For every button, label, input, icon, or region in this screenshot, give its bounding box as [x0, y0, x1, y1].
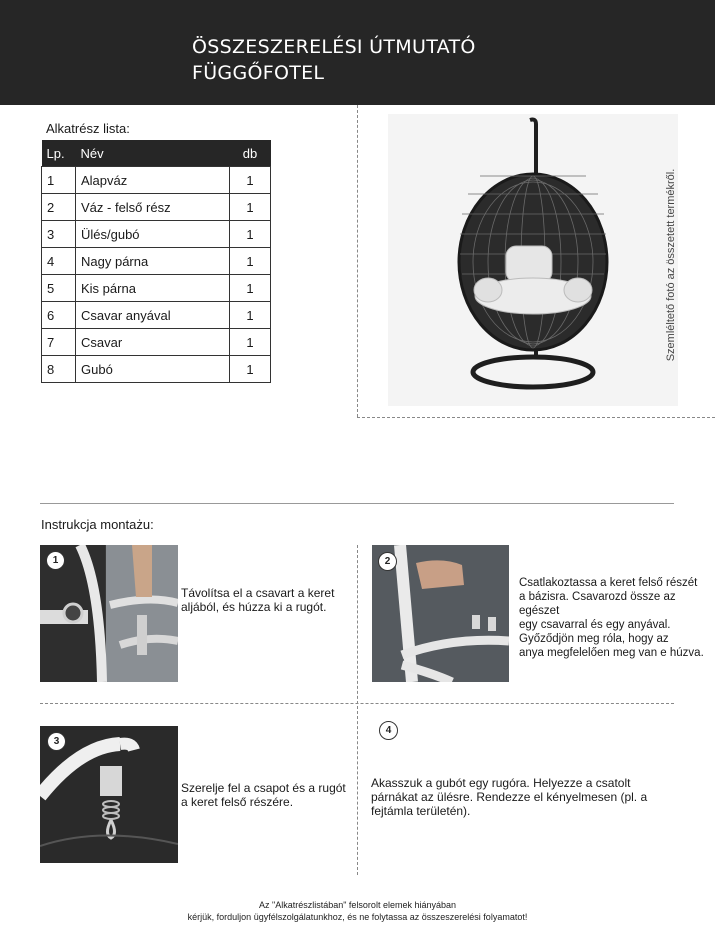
instructions-title: Instrukcja montażu:	[41, 517, 154, 532]
step-3-badge: 3	[47, 732, 66, 751]
table-row	[42, 221, 271, 248]
footer-line-1: Az "Alkatrészlistában" felsorolt elemek hiányában	[259, 900, 456, 910]
step-1-badge: 1	[46, 551, 65, 570]
step-2-photo	[372, 545, 509, 682]
cell-qty: 1	[230, 356, 271, 383]
cell-number: 2	[42, 194, 76, 221]
column-header-name: Név	[76, 140, 230, 167]
table-row	[42, 356, 271, 383]
cell-qty: 1	[230, 248, 271, 275]
cell-name: Váz - felső rész	[76, 194, 230, 221]
cell-name: Gubó	[76, 356, 230, 383]
header-banner	[0, 0, 715, 105]
table-row	[42, 302, 271, 329]
cell-number: 7	[42, 329, 76, 356]
step-1-photo	[40, 545, 178, 682]
step-1-text: Távolítsa el a csavart a keret aljából, és húzza ki a rugót.	[181, 586, 335, 614]
cell-number: 3	[42, 221, 76, 248]
cell-name: Alapváz	[76, 167, 230, 194]
step-4-text: Akasszuk a gubót egy rugóra. Helyezze a csatolt párnákat az ülésre. Rendezze el kényelmesen (pl. a fejtámla területén).	[371, 776, 648, 818]
cell-number: 4	[42, 248, 76, 275]
photo-caption	[666, 160, 676, 370]
step-4-badge: 4	[379, 721, 398, 740]
parts-list-title: Alkatrész lista:	[46, 121, 130, 136]
step-2-badge: 2	[378, 552, 397, 571]
cell-name: Csavar	[76, 329, 230, 356]
footer-line-2: kérjük, forduljon ügyfélszolgálatunkhoz, és ne folytassa az összeszerelési folyamatot!	[187, 912, 528, 922]
cell-name: Ülés/gubó	[76, 221, 230, 248]
cell-qty: 1	[230, 302, 271, 329]
cell-name: Csavar anyával	[76, 302, 230, 329]
cell-number: 6	[42, 302, 76, 329]
step-3-photo	[40, 726, 178, 863]
cell-qty: 1	[230, 194, 271, 221]
cell-number: 5	[42, 275, 76, 302]
cell-qty: 1	[230, 275, 271, 302]
table-row	[42, 194, 271, 221]
dashed-divider-vertical	[357, 545, 358, 875]
product-photo	[388, 114, 678, 406]
dashed-divider-horizontal	[40, 703, 674, 704]
table-header-row	[42, 140, 271, 167]
table-row	[42, 248, 271, 275]
cell-name: Nagy párna	[76, 248, 230, 275]
step-2-text: Csatlakoztassa a keret felső részét a bázisra. Csavarozd össze az egészet egy csavarral és egy anyával. Győződjön meg róla, hogy az anya megfelelően meg van e húzva.	[519, 577, 704, 659]
document-title: ÖSSZESZERELÉSI ÚTMUTATÓ	[192, 36, 476, 58]
dashed-divider-horizontal	[357, 417, 715, 418]
step-3-text: Szerelje fel a csapot és a rugót a keret felső részére.	[181, 781, 346, 809]
table-row	[42, 329, 271, 356]
cell-number: 8	[42, 356, 76, 383]
cell-name: Kis párna	[76, 275, 230, 302]
column-header-qty: db	[230, 140, 271, 167]
cell-qty: 1	[230, 329, 271, 356]
cell-qty: 1	[230, 167, 271, 194]
dashed-divider-vertical	[357, 105, 358, 417]
cell-qty: 1	[230, 221, 271, 248]
table-row	[42, 167, 271, 194]
photo-caption-text: Szemléltető fotó az összetett termékről.	[665, 168, 677, 362]
column-header-number: Lp.	[42, 140, 76, 167]
section-divider	[40, 503, 674, 504]
parts-table	[41, 140, 271, 383]
hanging-chair-illustration	[388, 114, 678, 406]
cell-number: 1	[42, 167, 76, 194]
table-row	[42, 275, 271, 302]
document-subtitle: FÜGGŐFOTEL	[192, 62, 325, 84]
